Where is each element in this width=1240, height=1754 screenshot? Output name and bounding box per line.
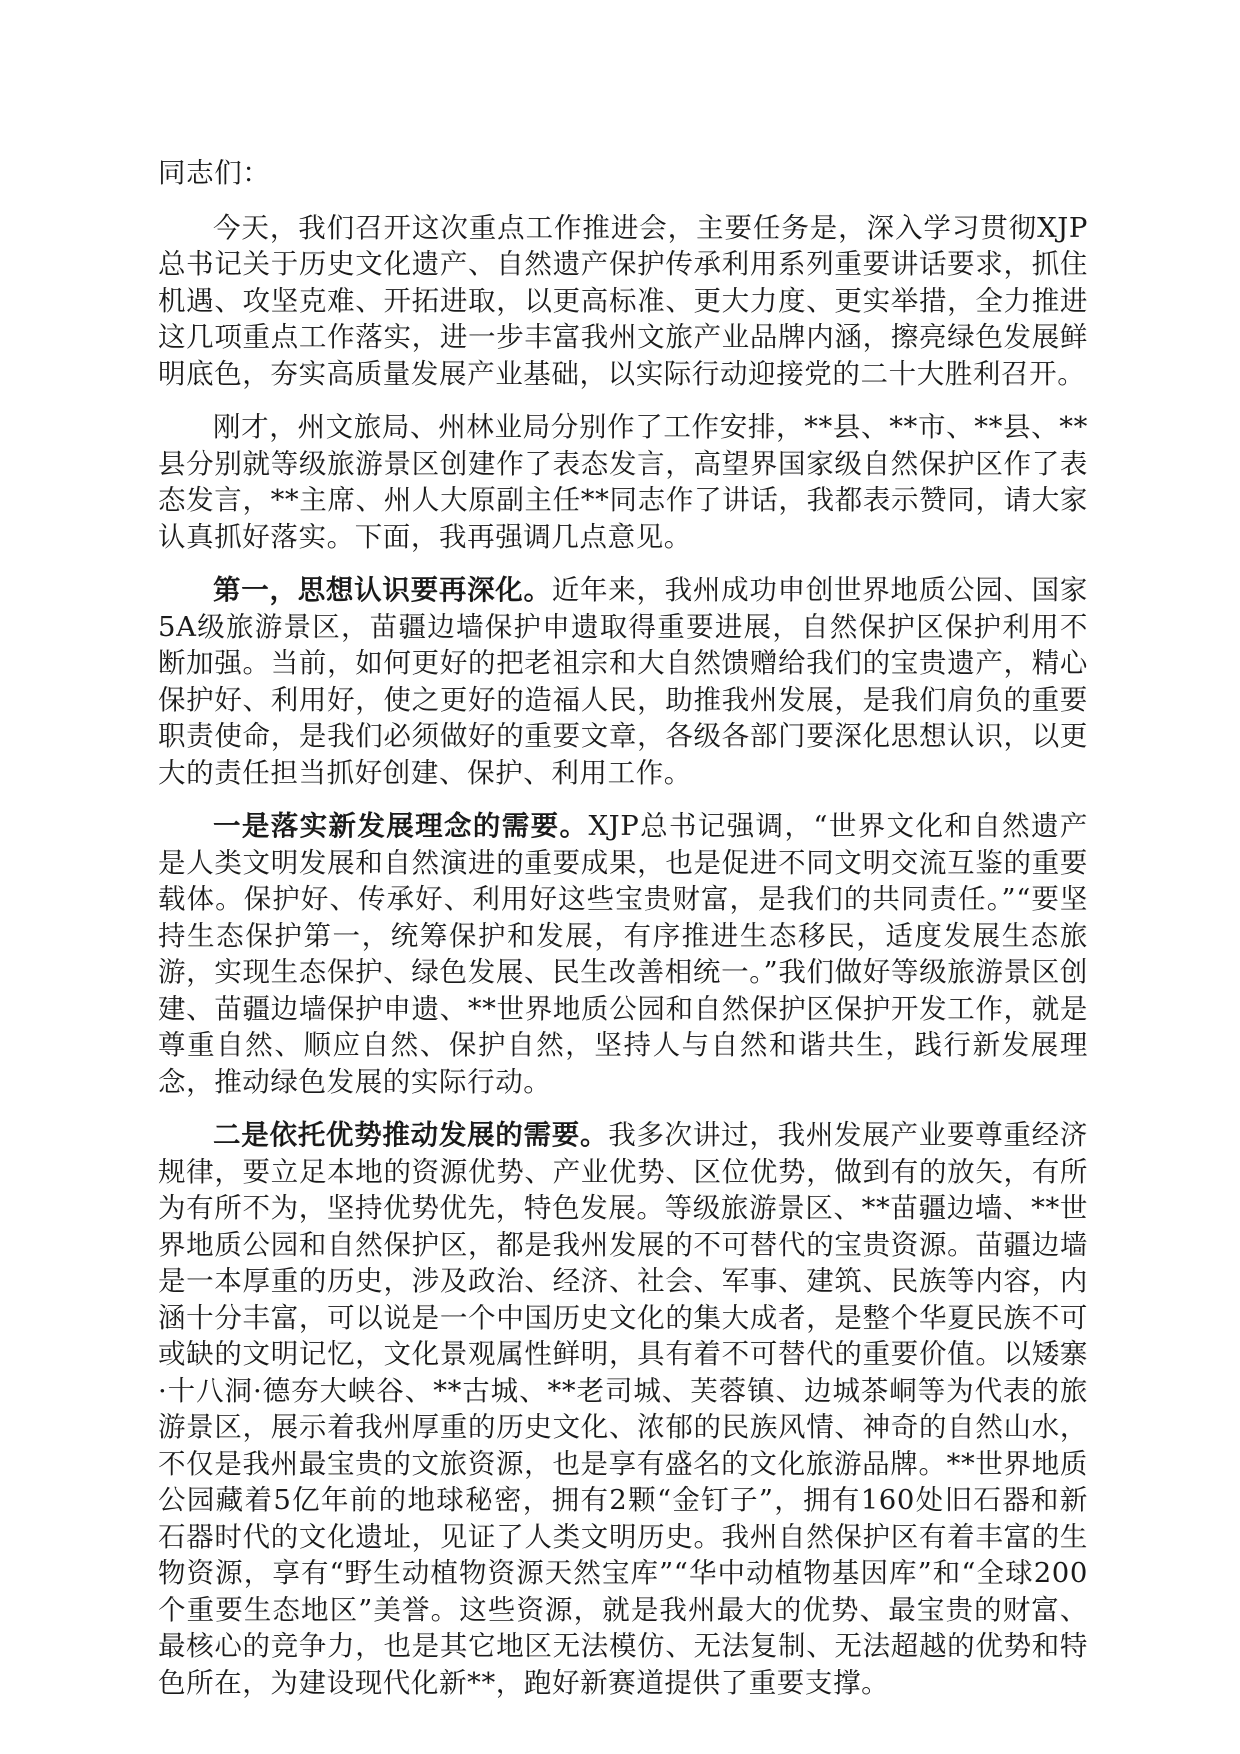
paragraph-heading: 一是落实新发展理念的需要。 (213, 810, 589, 842)
paragraph-point-one (158, 572, 1088, 791)
document-page (158, 155, 1088, 1718)
paragraph-text: XJP总书记强调，“世界文化和自然遗产是人类文明发展和自然演进的重要成果，也是促进不同文明交流互鉴的重要载体。保护好、传承好、利用好这些宝贵财富，是我们的共同责任。”“要坚持生态保护第一，统筹保护和发展，有序推进生态移民，适度发展生态旅游，实现生态保护、绿色发展、民生改善相统一。”我们做好等级旅游景区创建、苗疆边墙保护申遗、**世界地质公园和自然保护区保护开发工作，就是尊重自然、顺应自然、保护自然，坚持人与自然和谐共生，践行新发展理念，推动绿色发展的实际行动。 (158, 810, 1088, 1098)
salutation: 同志们： (158, 157, 271, 189)
paragraph-opening (158, 210, 1088, 393)
paragraph-subpoint-two (158, 1117, 1088, 1701)
paragraph-text: 今天，我们召开这次重点工作推进会，主要任务是，深入学习贯彻XJP总书记关于历史文化遗产、自然遗产保护传承利用系列重要讲话要求，抓住机遇、攻坚克难、开拓进取，以更高标准、更大力度、更实举措，全力推进这几项重点工作落实，进一步丰富我州文旅产业品牌内涵，擦亮绿色发展鲜明底色，夯实高质量发展产业基础，以实际行动迎接党的二十大胜利召开。 (158, 211, 1088, 390)
paragraph-heading: 二是依托优势推动发展的需要。 (213, 1119, 609, 1151)
paragraph-text: 近年来，我州成功申创世界地质公园、国家5A级旅游景区，苗疆边墙保护申遗取得重要进展，自然保护区保护利用不断加强。当前，如何更好的把老祖宗和大自然馈赠给我们的宝贵遗产，精心保护好、利用好，使之更好的造福人民，助推我州发展，是我们肩负的重要职责使命，是我们必须做好的重要文章，各级各部门要深化思想认识，以更大的责任担当抓好创建、保护、利用工作。 (158, 574, 1088, 789)
paragraph-text: 刚才，州文旅局、州林业局分别作了工作安排，**县、**市、**县、**县分别就等级旅游景区创建作了表态发言，高望界国家级自然保护区作了表态发言，**主席、州人大原副主任**同志作了讲话，我都表示赞同，请大家认真抓好落实。下面，我再强调几点意见。 (158, 411, 1088, 553)
paragraph-heading: 第一，思想认识要再深化。 (213, 574, 552, 606)
paragraph-subpoint-one (158, 808, 1088, 1100)
paragraph-text: 我多次讲过，我州发展产业要尊重经济规律，要立足本地的资源优势、产业优势、区位优势，做到有的放矢，有所为有所不为，坚持优势优先，特色发展。等级旅游景区、**苗疆边墙、**世界地质公园和自然保护区，都是我州发展的不可替代的宝贵资源。苗疆边墙是一本厚重的历史，涉及政治、经济、社会、军事、建筑、民族等内容，内涵十分丰富，可以说是一个中国历史文化的集大成者，是整个华夏民族不可或缺的文明记忆，文化景观属性鲜明，具有着不可替代的重要价值。以矮寨·十八洞·德夯大峡谷、**古城、**老司城、芙蓉镇、边城茶峒等为代表的旅游景区，展示着我州厚重的历史文化、浓郁的民族风情、神奇的自然山水，不仅是我州最宝贵的文旅资源，也是享有盛名的文化旅游品牌。**世界地质公园藏着5亿年前的地球秘密，拥有2颗“金钉子”，拥有160处旧石器和新石器时代的文化遗址，见证了人类文明历史。我州自然保护区有着丰富的生物资源，享有“野生动植物资源天然宝库”“华中动植物基因库”和“全球200个重要生态地区”美誉。这些资源，就是我州最大的优势、最宝贵的财富、最核心的竞争力，也是其它地区无法模仿、无法复制、无法超越的优势和特色所在，为建设现代化新**，跑好新赛道提供了重要支撑。 (158, 1119, 1088, 1699)
paragraph-remarks (158, 409, 1088, 555)
